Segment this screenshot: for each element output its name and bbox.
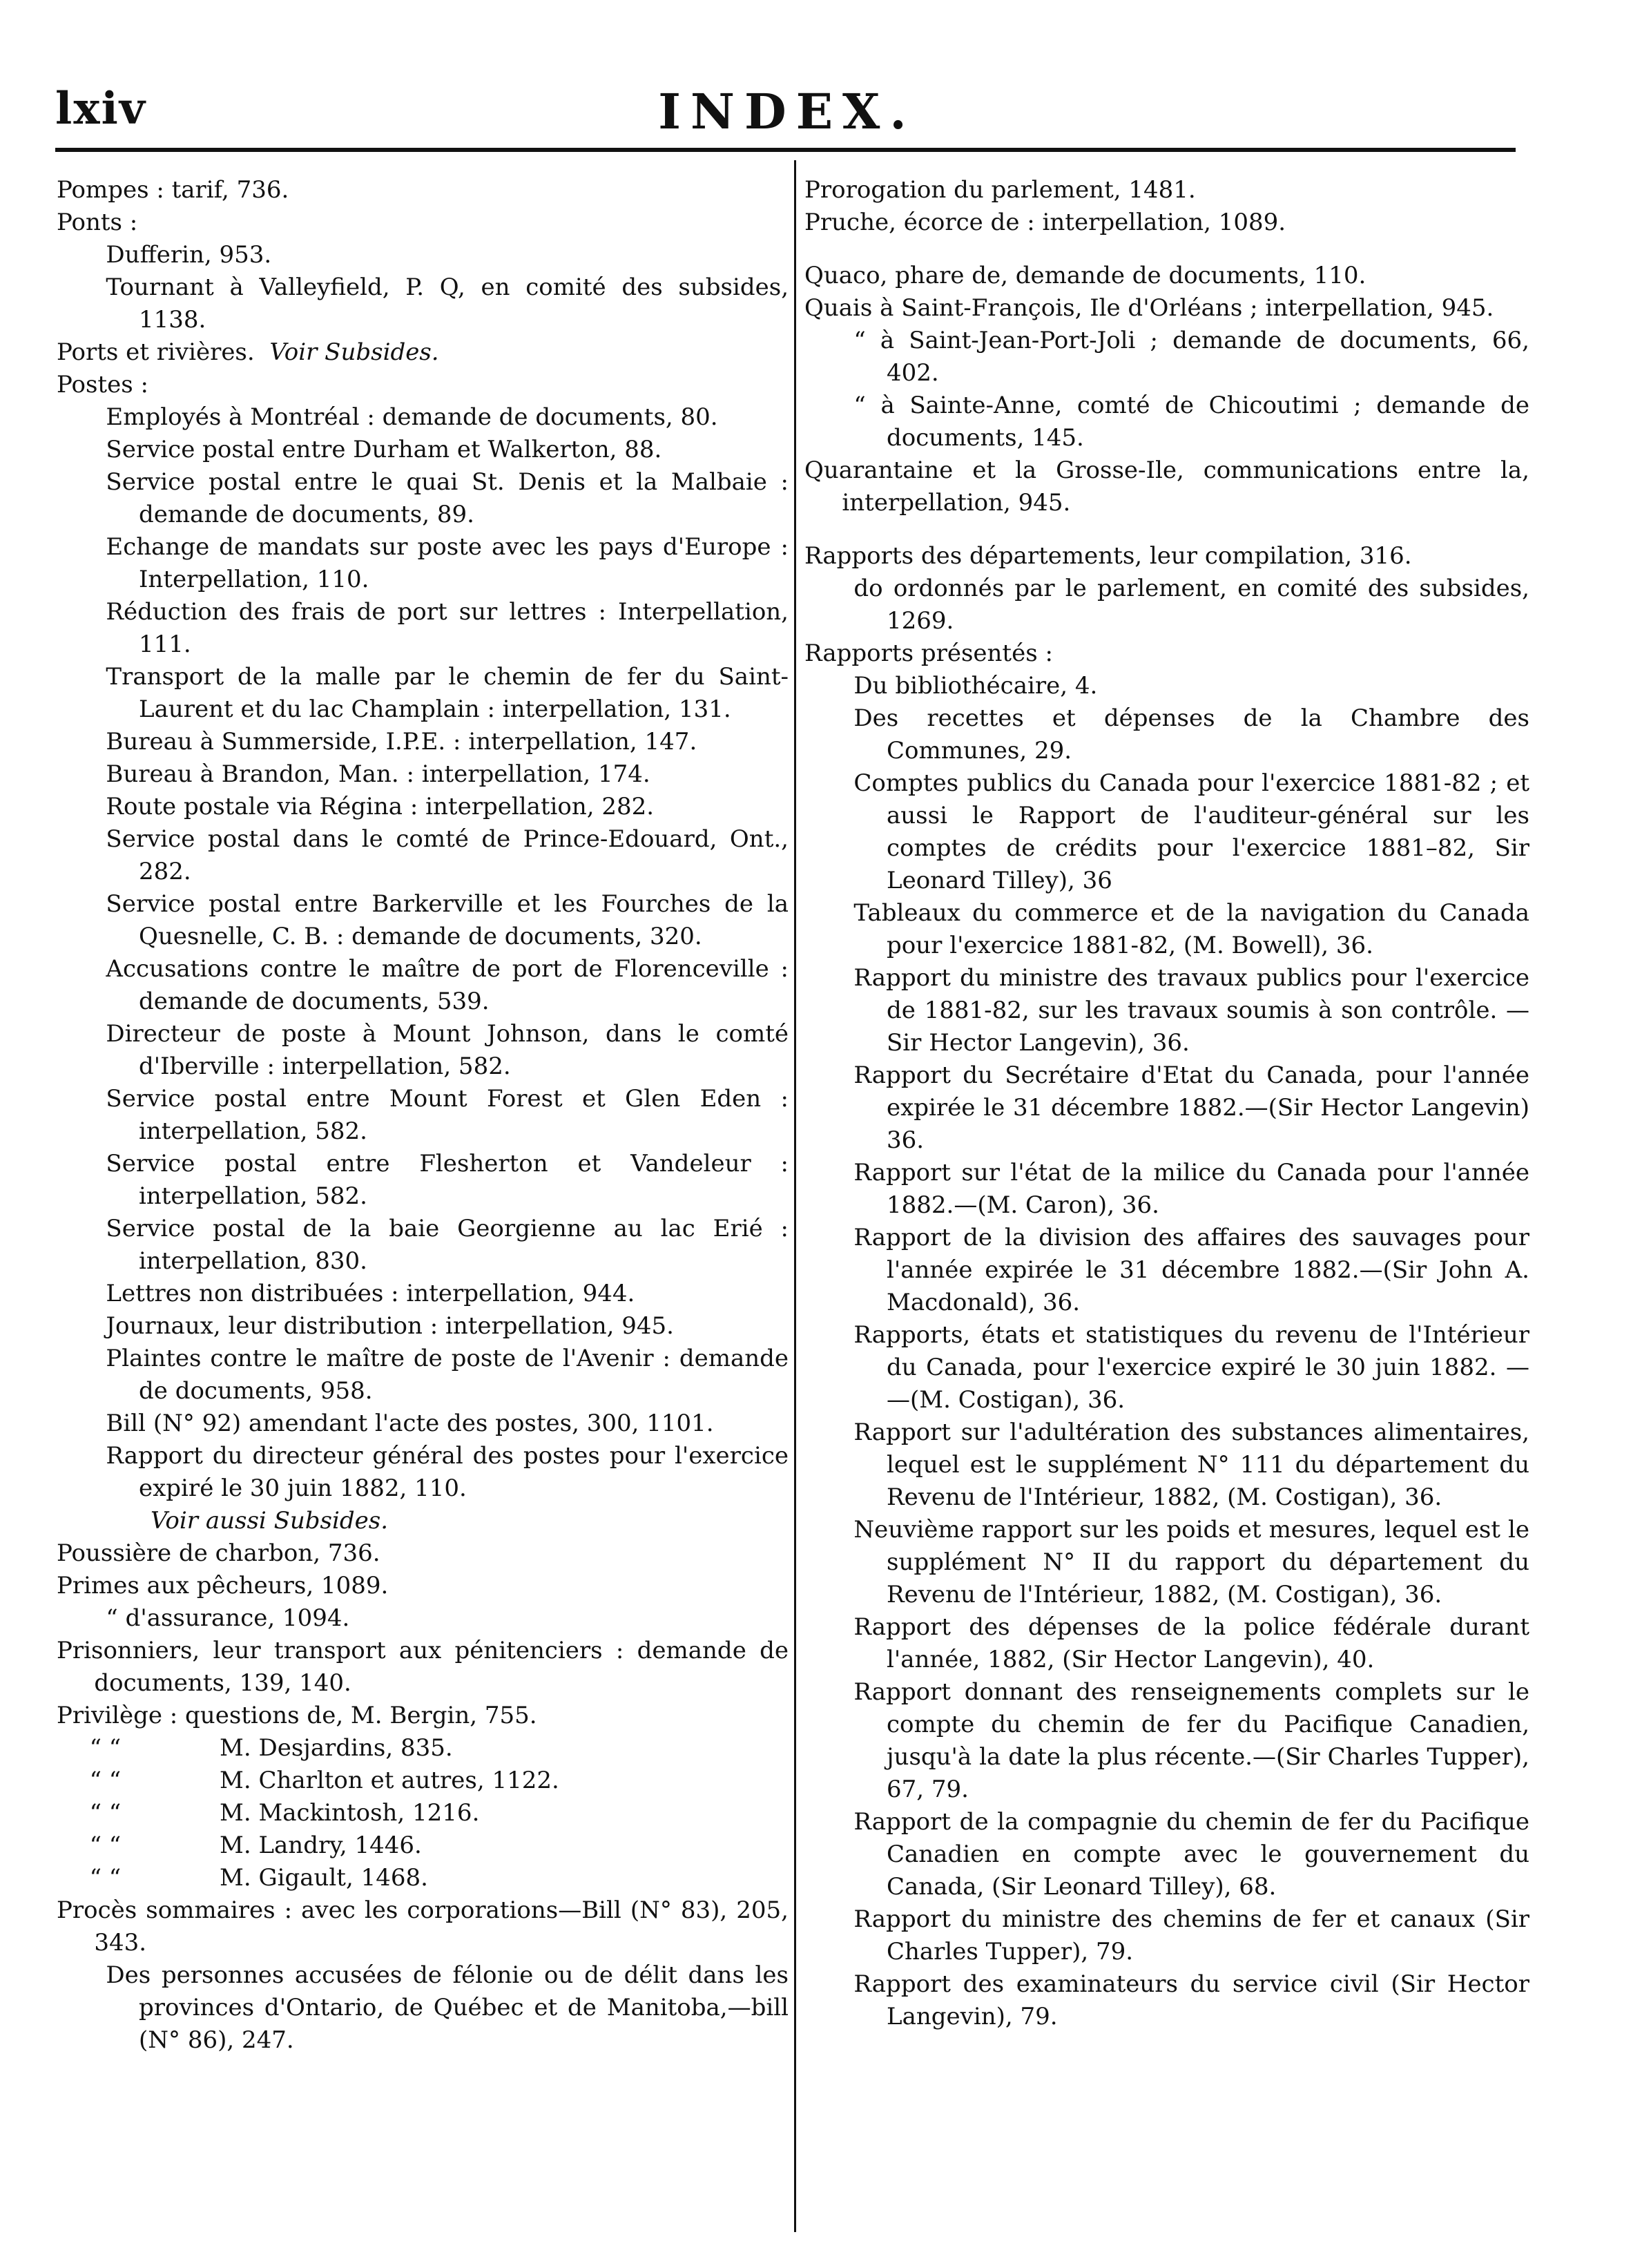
index-subentry: Accusations contre le maître de port de Florenceville : demande de documents, 539. xyxy=(106,955,789,1015)
entry-text: M. Mackintosh, 1216. xyxy=(220,1799,480,1827)
index-subentry xyxy=(57,1765,789,1797)
index-subentry: “ à Saint-Jean-Port-Joli ; demande de documents, 66, 402. xyxy=(853,327,1529,387)
index-subentry: Service postal entre Barkerville et les Fourches de la Quesnelle, C. B. : demande de documents, 320. xyxy=(106,890,789,950)
index-subentry: Bureau à Brandon, Man. : interpellation, 174. xyxy=(106,760,650,788)
index-subentry: Rapports, états et statistiques du revenu de l'Intérieur du Canada, pour l'exercice expiré le 30 juin 1882. — —(M. Costigan), 36. xyxy=(853,1321,1529,1414)
index-subentry xyxy=(57,1829,789,1862)
page-title: INDEX. xyxy=(658,83,916,140)
index-entry: Pruche, écorce de : interpellation, 1089. xyxy=(804,209,1286,236)
index-subentry xyxy=(57,1732,789,1765)
index-subentry: Bureau à Summerside, I.P.E. : interpellation, 147. xyxy=(106,728,697,756)
index-entry: Pompes : tarif, 736. xyxy=(57,176,289,204)
index-subentry: Rapport des dépenses de la police fédérale durant l'année, 1882, (Sir Hector Langevin), 40. xyxy=(853,1613,1529,1673)
index-subentry: Service postal de la baie Georgienne au lac Erié : interpellation, 830. xyxy=(106,1215,789,1275)
index-subentry: Transport de la malle par le chemin de fer du Saint-Laurent et du lac Champlain : interpellation, 131. xyxy=(106,663,789,723)
index-subentry: Journaux, leur distribution : interpellation, 945. xyxy=(106,1312,674,1340)
page-number: lxiv xyxy=(55,83,146,135)
index-subentry: Lettres non distribuées : interpellation, 944. xyxy=(106,1280,635,1307)
page-header xyxy=(55,83,1519,145)
index-subentry: Rapport du directeur général des postes pour l'exercice expiré le 30 juin 1882, 110. xyxy=(106,1442,789,1502)
index-subentry xyxy=(57,1797,789,1829)
entry-text: M. Desjardins, 835. xyxy=(220,1734,453,1762)
index-subentry: Rapport de la division des affaires des sauvages pour l'année expirée le 31 décembre 1882.—(Sir John A. Macdonald), 36. xyxy=(853,1224,1529,1316)
index-subentry: Des recettes et dépenses de la Chambre des Communes, 29. xyxy=(853,704,1529,765)
index-subentry: Rapport de la compagnie du chemin de fer du Pacifique Canadien en compte avec le gouvernement du Canada, (Sir Leonard Tilley), 68. xyxy=(853,1808,1529,1901)
ditto-mark: “ “ xyxy=(89,1832,122,1859)
index-subentry: “ à Sainte-Anne, comté de Chicoutimi ; demande de documents, 145. xyxy=(853,392,1529,452)
index-subentry: Dufferin, 953. xyxy=(106,241,272,269)
index-subentry: Plaintes contre le maître de poste de l'Avenir : demande de documents, 958. xyxy=(106,1345,789,1405)
index-subentry: Echange de mandats sur poste avec les pays d'Europe : Interpellation, 110. xyxy=(106,533,789,593)
ditto-mark: “ “ xyxy=(89,1767,122,1794)
index-subentry: Service postal entre le quai St. Denis et la Malbaie : demande de documents, 89. xyxy=(106,468,789,528)
index-entry: Quaco, phare de, demande de documents, 110. xyxy=(804,262,1366,289)
column-divider xyxy=(794,160,796,2232)
cross-reference: Voir Subsides. xyxy=(269,338,439,366)
index-subentry: Rapport sur l'état de la milice du Canada pour l'année 1882.—(M. Caron), 36. xyxy=(853,1159,1529,1219)
index-entry: Rapports présentés : xyxy=(804,640,1053,667)
index-subentry: Rapport du ministre des chemins de fer et canaux (Sir Charles Tupper), 79. xyxy=(853,1905,1529,1966)
index-subentry: Rapport donnant des renseignements complets sur le compte du chemin de fer du Pacifique Canadien, jusqu'à la date la plus récente.—(Sir Charles Tupper), 67, 79. xyxy=(853,1678,1529,1803)
entry-text: M. Landry, 1446. xyxy=(220,1832,422,1859)
index-entry: Primes aux pêcheurs, 1089. xyxy=(57,1572,389,1599)
index-subentry: Des personnes accusées de félonie ou de délit dans les provinces d'Ontario, de Québec et de Manitoba,—bill (N° 86), 247. xyxy=(106,1961,789,2054)
index-subentry: Service postal entre Flesherton et Vandeleur : interpellation, 582. xyxy=(106,1150,789,1210)
index-entry: Rapports des départements, leur compilation, 316. xyxy=(804,542,1412,570)
index-entry: Prorogation du parlement, 1481. xyxy=(804,176,1196,204)
index-entry: Postes : xyxy=(57,371,148,398)
index-entry: Poussière de charbon, 736. xyxy=(57,1539,380,1567)
index-entry xyxy=(57,336,789,369)
index-subentry: Rapport sur l'adultération des substances alimentaires, lequel est le supplément N° 111 du département du Revenu de l'Intérieur, 1882, (M. Costigan), 36. xyxy=(853,1419,1529,1511)
index-subentry xyxy=(57,1862,789,1894)
index-entry: Quais à Saint-François, Ile d'Orléans ; interpellation, 945. xyxy=(804,294,1494,322)
index-entry: Procès sommaires : avec les corporations—Bill (N° 83), 205, 343. xyxy=(57,1896,789,1957)
entry-text: M. Charlton et autres, 1122. xyxy=(220,1767,559,1794)
index-subentry: Rapport du Secrétaire d'Etat du Canada, pour l'année expirée le 31 décembre 1882.—(Sir Hector Langevin) 36. xyxy=(853,1061,1529,1154)
index-subentry: Employés à Montréal : demande de documents, 80. xyxy=(106,403,718,431)
left-column xyxy=(57,174,789,2057)
cross-reference: Voir aussi Subsides. xyxy=(151,1507,389,1535)
entry-text: M. Gigault, 1468. xyxy=(220,1864,428,1892)
index-subentry: Service postal entre Durham et Walkerton, 88. xyxy=(106,436,662,463)
index-subentry: Rapport des examinateurs du service civil (Sir Hector Langevin), 79. xyxy=(853,1970,1529,2030)
index-subentry: “ d'assurance, 1094. xyxy=(106,1604,350,1632)
index-subentry: Tableaux du commerce et de la navigation du Canada pour l'exercice 1881-82, (M. Bowell), 36. xyxy=(853,899,1529,959)
index-subentry: Réduction des frais de port sur lettres : Interpellation, 111. xyxy=(106,598,789,658)
index-subentry: Du bibliothécaire, 4. xyxy=(853,672,1098,700)
entry-heading: Ports et rivières. xyxy=(57,338,255,366)
index-subentry: do ordonnés par le parlement, en comité des subsides, 1269. xyxy=(853,575,1529,635)
index-subentry: Route postale via Régina : interpellation, 282. xyxy=(106,793,655,820)
index-entry: Privilège : questions de, M. Bergin, 755. xyxy=(57,1702,537,1729)
index-subentry: Comptes publics du Canada pour l'exercice 1881-82 ; et aussi le Rapport de l'auditeur-général sur les comptes de crédits pour l'exercice 1881–82, Sir Leonard Tilley), 36 xyxy=(853,769,1529,894)
index-subentry: Directeur de poste à Mount Johnson, dans le comté d'Iberville : interpellation, 582. xyxy=(106,1020,789,1080)
index-entry: Ponts : xyxy=(57,209,138,236)
index-entry: Prisonniers, leur transport aux pénitenciers : demande de documents, 139, 140. xyxy=(57,1637,789,1697)
index-subentry: Bill (N° 92) amendant l'acte des postes, 300, 1101. xyxy=(106,1410,714,1437)
index-subentry: Service postal entre Mount Forest et Glen Eden : interpellation, 582. xyxy=(106,1085,789,1145)
ditto-mark: “ “ xyxy=(89,1799,122,1827)
index-subentry: Neuvième rapport sur les poids et mesures, lequel est le supplément N° II du rapport du département du Revenu de l'Intérieur, 1882, (M. Costigan), 36. xyxy=(853,1516,1529,1608)
index-subentry: Tournant à Valleyfield, P. Q, en comité des subsides, 1138. xyxy=(106,273,789,334)
right-column xyxy=(804,174,1529,2033)
index-subentry: Rapport du ministre des travaux publics pour l'exercice de 1881-82, sur les travaux soumis à son contrôle. —Sir Hector Langevin), 36. xyxy=(853,964,1529,1057)
ditto-mark: “ “ xyxy=(89,1734,122,1762)
header-rule xyxy=(55,148,1516,152)
ditto-mark: “ “ xyxy=(89,1864,122,1892)
index-entry: Quarantaine et la Grosse-Ile, communications entre la, interpellation, 945. xyxy=(804,457,1529,517)
index-subentry: Service postal dans le comté de Prince-Edouard, Ont., 282. xyxy=(106,825,789,885)
